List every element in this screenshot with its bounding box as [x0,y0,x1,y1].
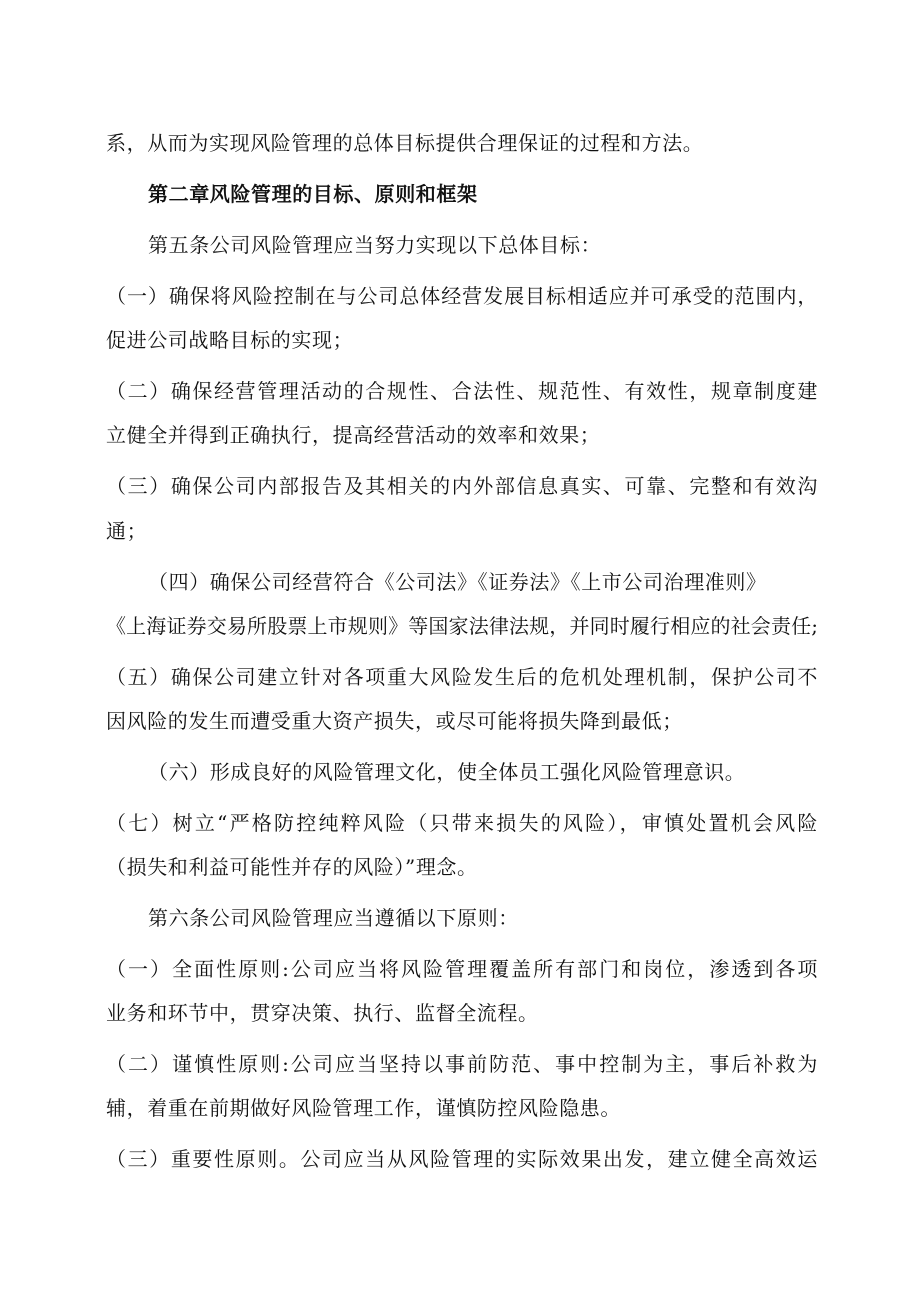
chapter-heading: 第二章风险管理的目标、原则和框架 [148,182,478,206]
paragraph-line: （六）形成良好的风险管理文化，使全体员工强化风险管理意识。 [148,760,746,784]
paragraph-line: 立健全并得到正确执行，提高经营活动的效率和效果； [106,423,601,447]
paragraph-line: （二）确保经营管理活动的合规性、合法性、规范性、有效性，规章制度建 [106,379,818,403]
paragraph-line: （四）确保公司经营符合《公司法》《证券法》《上市公司治理准则》 [148,570,767,594]
paragraph-line: 促进公司战略目标的实现； [106,328,354,352]
paragraph-line: （一）全面性原则:公司应当将风险管理覆盖所有部门和岗位，渗透到各项 [106,957,818,981]
paragraph-line: （一）确保将风险控制在与公司总体经营发展目标相适应并可承受的范围内， [106,284,818,308]
paragraph-line: （七）树立“严格防控纯粹风险（只带来损失的风险），审慎处置机会风险 [106,811,818,835]
paragraph-line: 辅，着重在前期做好风险管理工作，谨慎防控风险隐患。 [106,1096,621,1120]
article-heading: 第五条公司风险管理应当努力实现以下总体目标： [148,233,602,257]
paragraph-line: 因风险的发生而遭受重大资产损失，或尽可能将损失降到最低； [106,709,683,733]
article-heading: 第六条公司风险管理应当遵循以下原则： [148,906,519,930]
paragraph-line: 《上海证券交易所股票上市规则》等国家法律法规，并同时履行相应的社会责任; [106,614,818,638]
paragraph-line: （三）重要性原则。公司应当从风险管理的实际效果出发，建立健全高效运 [106,1147,818,1171]
paragraph-line: （三）确保公司内部报告及其相关的内外部信息真实、可靠、完整和有效沟 [106,474,818,498]
paragraph-line: （五）确保公司建立针对各项重大风险发生后的危机处理机制，保护公司不 [106,665,818,689]
paragraph-line: （损失和利益可能性并存的风险）”理念。 [106,855,478,879]
paragraph-line: 业务和环节中，贯穿决策、执行、监督全流程。 [106,1001,539,1025]
paragraph-line: 通； [106,519,148,543]
paragraph-line: （二）谨慎性原则:公司应当坚持以事前防范、事中控制为主，事后补救为 [106,1052,818,1076]
paragraph-line: 系，从而为实现风险管理的总体目标提供合理保证的过程和方法。 [106,131,704,155]
